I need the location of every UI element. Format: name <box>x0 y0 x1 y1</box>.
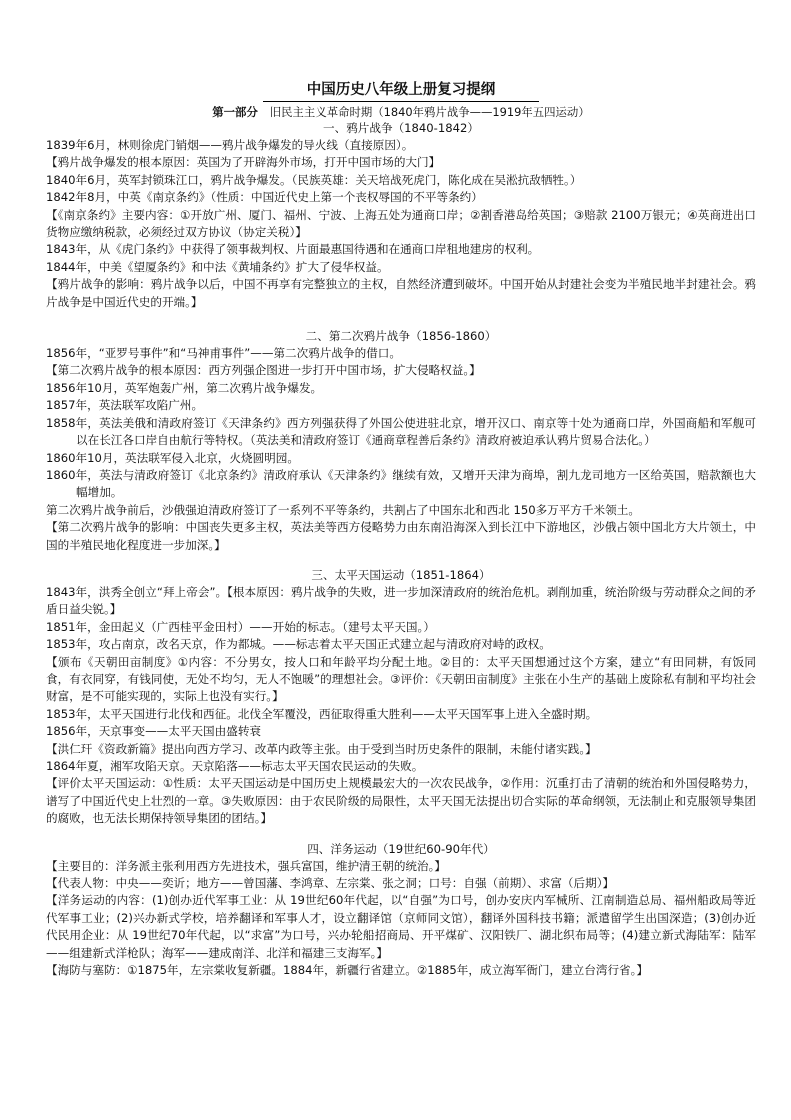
text-line: 1853年，太平天国进行北伐和西征。北伐全军覆没，西征取得重大胜利——太平天国军事上进入全盛时期。 <box>46 706 598 721</box>
text-line: 1840年6月，英军封锁珠江口，鸦片战争爆发。（民族英雄：关天培战死虎门，陈化成在吴淞抗敌牺牲。） <box>46 172 582 187</box>
text-line: 1843年，洪秀全创立“拜上帝会”。【根本原因：鸦片战争的失败，进一步加深清政府的统治危机。剥削加重，统治阶级与劳动群众之间的矛盾日益尖锐。】 <box>46 584 756 617</box>
text-line: 1856年，天京事变——太平天国由盛转衰 <box>46 724 262 739</box>
text-line: 第二次鸦片战争前后，沙俄强迫清政府签订了一系列不平等条约，共割占了中国东北和西北 150多万平方千米领土。 <box>46 502 640 517</box>
text-line: 【鸦片战争爆发的根本原因：英国为了开辟海外市场，打开中国市场的大门】 <box>46 155 441 170</box>
text-line: 【洋务运动的内容：(1)创办近代军事工业：从 19世纪60年代起，以“自强”为口号，创办安庆内军械所、江南制造总局、福州船政局等近代军事工业；(2)兴办新式学校，培养翻译和军事人才，设立翻译馆（京师同文馆），翻译外国科技书籍；派遣留学生出国深造；(3)创办近代民用企业：从 19世纪70年代起，以“求富”为口号，兴办轮船招商局、开平煤矿、汉阳铁厂、湖北织布局等；(4)建立新式海陆军：陆军——组建新式洋枪队；海军——建成南洋、北洋和福建三支海军。】 <box>46 893 756 960</box>
section-heading: 二、第二次鸦片战争（1856-1860） <box>305 329 497 344</box>
text-line: 【洪仁玕《资政新篇》提出向西方学习、改革内政等主张。由于受到当时历史条件的限制，未能付诸实践。】 <box>46 741 597 756</box>
text-line: 1856年，“亚罗号事件”和“马神甫事件”——第二次鸦片战争的借口。 <box>46 346 401 361</box>
section-heading: 三、太平天国运动（1851-1864） <box>311 567 491 582</box>
text-line: 1860年10月，英法联军侵入北京，火烧圆明园。 <box>46 450 299 465</box>
text-line: 1851年，金田起义（广西桂平金田村）——开始的标志。（建号太平天国。） <box>46 619 435 634</box>
text-line: 1858年，英法美俄和清政府签订《天津条约》西方列强获得了外国公使进驻北京，增开汉口、南京等十处为通商口岸，外国商船和军舰可以在长江各口岸自由航行等特权。（英法美和清政府签订《通商章程善后条约》清政府被迫承认鸦片贸易合法化。） <box>46 415 756 448</box>
document-title: 中国历史八年级上册复习提纲 <box>46 80 756 102</box>
text-line: 【第二次鸦片战争的根本原因：西方列强企图进一步打开中国市场，扩大侵略权益。】 <box>46 363 481 378</box>
section-second-opium-war <box>46 328 756 554</box>
text-line: 1857年，英法联军攻陷广州。 <box>46 398 204 413</box>
section-heading: 一、鸦片战争（1840-1842） <box>323 121 479 135</box>
text-line: 1843年，从《虎门条约》中获得了领事裁判权、片面最惠国待遇和在通商口岸租地建房的权利。 <box>46 242 540 257</box>
text-line: 【海防与塞防：①1875年，左宗棠收复新疆。1884年，新疆行省建立。②1885年，成立海军衙门，建立台湾行省。】 <box>46 963 649 978</box>
section-taiping <box>46 567 756 828</box>
part-label: 第一部分 <box>212 105 258 119</box>
text-line: 1839年6月，林则徐虎门销烟——鸦片战争爆发的导火线（直接原因）。 <box>46 138 414 152</box>
part-heading <box>46 104 756 120</box>
section-heading: 四、洋务运动（19世纪60-90年代） <box>307 841 495 856</box>
text-line: 1853年，攻占南京，改名天京，作为都城。——标志着太平天国正式建立起与清政府对峙的政权。 <box>46 637 551 652</box>
text-line: 1842年8月，中英《南京条约》（性质：中国近代史上第一个丧权辱国的不平等条约） <box>46 190 483 205</box>
section-self-strengthening <box>46 841 756 980</box>
document-page <box>46 80 756 979</box>
text-line: 1856年10月，英军炮轰广州，第二次鸦片战争爆发。 <box>46 380 323 395</box>
text-line: 【主要目的：洋务派主张利用西方先进技术，强兵富国，维护清王朝的统治。】 <box>46 858 446 873</box>
text-line: 【第二次鸦片战争的影响：中国丧失更多主权，英法美等西方侵略势力由东南沿海深入到长江中下游地区，沙俄占领中国北方大片领土，中国的半殖民地化程度进一步加深。】 <box>46 520 756 552</box>
text-line: 【颁布《天朝田亩制度》①内容：不分男女，按人口和年龄平均分配土地。②目的：太平天国想通过这个方案，建立“有田同耕，有饭同食，有衣同穿，有钱同使，无处不均匀，无人不饱暖”的理想社会。③评价：《天朝田亩制度》主张在小生产的基础上废除私有制和平均社会财富，是不可能实现的，实际上也没有实行。】 <box>46 654 756 704</box>
text-line: 1860年，英法与清政府签订《北京条约》清政府承认《天津条约》继续有效，又增开天津为商埠，割九龙司地方一区给英国，赔款额也大幅增加。 <box>46 467 756 500</box>
text-line: 1864年夏，湘军攻陷天京。天京陷落——标志太平天国农民运动的失败。 <box>46 759 424 773</box>
text-line: 【代表人物：中央——奕䜣；地方——曾国藩、李鸿章、左宗棠、张之洞；口号：自强（前期）、求富（后期）】 <box>46 876 615 891</box>
text-line: 【评价太平天国运动：①性质：太平天国运动是中国历史上规模最宏大的一次农民战争，②作用：沉重打击了清朝的统治和外国侵略势力，谱写了中国近代史上壮烈的一章。③失败原因：由于农民阶级的局限性，太平天国无法提出切合实际的革命纲领，无法制止和克服领导集团的腐败，也无法长期保持领导集团的团结。】 <box>46 776 756 826</box>
section-opium-war <box>46 120 756 311</box>
text-line: 1844年，中美《望厦条约》和中法《黄埔条约》扩大了侵华权益。 <box>46 259 389 274</box>
part-title: 旧民主主义革命时期（1840年鸦片战争——1919年五四运动） <box>269 105 590 119</box>
text-line: 【《南京条约》主要内容：①开放广州、厦门、福州、宁波、上海五处为通商口岸；②割香港岛给英国；③赔款 2100万银元；④英商进出口货物应缴纳税款，必须经过双方协议（协定关税）】 <box>46 207 756 240</box>
text-line: 【鸦片战争的影响：鸦片战争以后，中国不再享有完整独立的主权，自然经济遭到破坏。中国开始从封建社会变为半殖民地半封建社会。鸦片战争是中国近代史的开端。】 <box>46 277 756 309</box>
